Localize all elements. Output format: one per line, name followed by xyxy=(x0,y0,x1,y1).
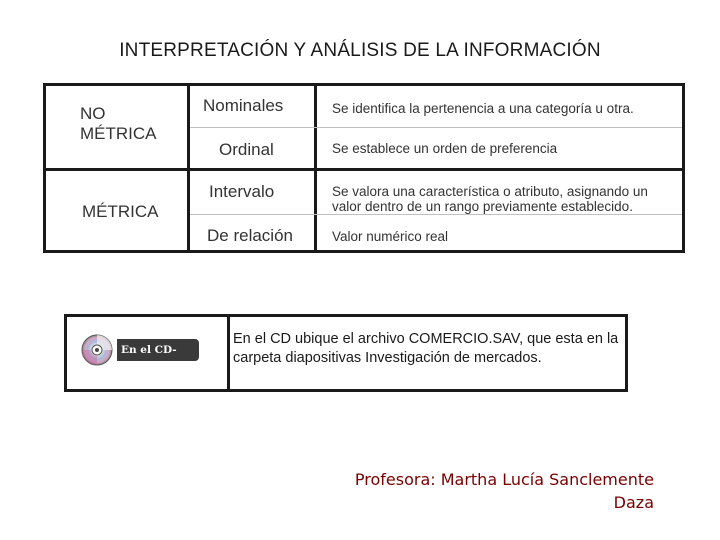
category-no-metrica: NO MÉTRICA xyxy=(80,104,157,143)
author-line-1: Profesora: Martha Lucía Sanclemente xyxy=(354,470,654,489)
author-line-2: Daza xyxy=(613,493,654,512)
table-row-divider xyxy=(190,127,682,128)
cd-note-text: En el CD ubique el archivo COMERCIO.SAV, que esta en la carpeta diapositivas Investigación de mercados. xyxy=(233,331,619,366)
scale-intervalo: Intervalo xyxy=(209,182,275,201)
scale-de-relacion: De relación xyxy=(207,226,293,245)
author-credit xyxy=(355,468,654,514)
cd-rom-note xyxy=(64,314,628,392)
description-ordinal: Se establece un orden de preferencia xyxy=(332,141,558,156)
description-intervalo: Se valora una característica o atributo, asignando un valor dentro de un rango previamente establecido. xyxy=(332,184,648,214)
cd-note-divider xyxy=(227,317,230,389)
scale-ordinal: Ordinal xyxy=(219,140,274,159)
table-group-divider xyxy=(46,168,682,171)
cd-rom-disc-icon xyxy=(81,334,113,366)
category-metrica: MÉTRICA xyxy=(82,202,159,221)
scale-nominales: Nominales xyxy=(203,96,284,115)
page-title: INTERPRETACIÓN Y ANÁLISIS DE LA INFORMACIÓN xyxy=(119,40,601,61)
description-de-relacion: Valor numérico real xyxy=(332,229,449,244)
measurement-scales-table xyxy=(43,83,685,253)
description-nominales: Se identifica la pertenencia a una categoría u otra. xyxy=(332,101,634,116)
cd-rom-label: En el CD-ROM xyxy=(117,339,199,361)
table-row-divider xyxy=(190,214,682,215)
